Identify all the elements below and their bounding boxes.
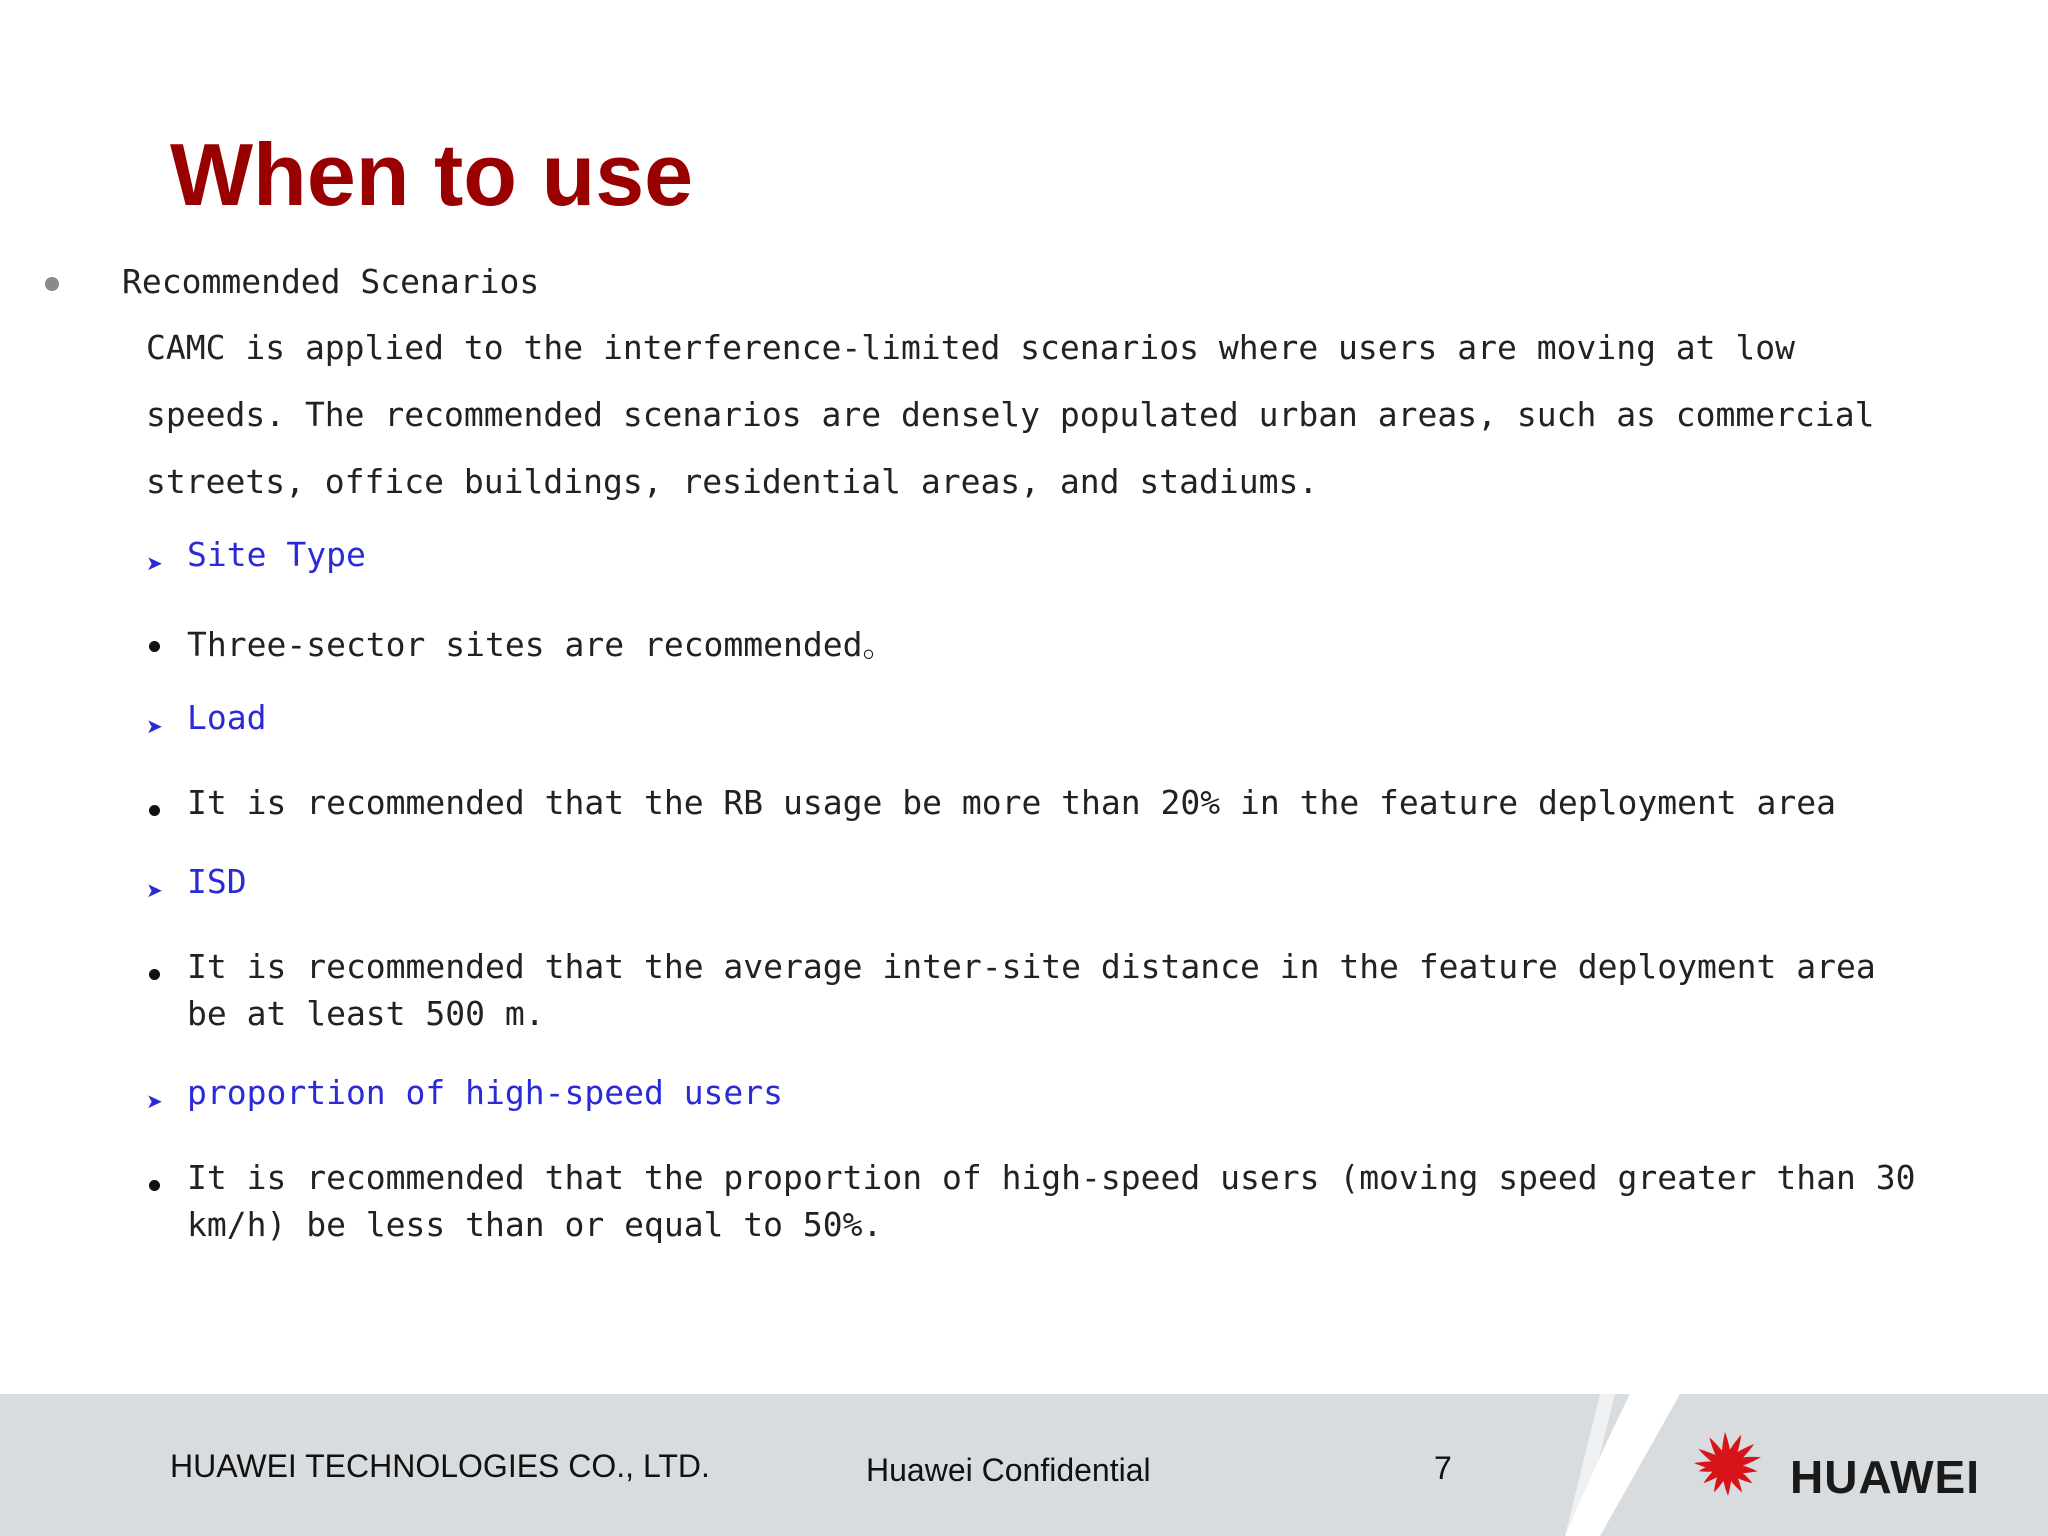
item-detail: It is recommended that the average inter-site distance in the feature deployment area [187,947,1876,986]
arrow-bullet-icon: ➤ [146,1089,163,1113]
item-heading: proportion of high-speed users [187,1073,784,1112]
bullet-dot [149,641,160,652]
item-detail: It is recommended that the RB usage be more than 20% in the feature deployment area [187,783,1837,822]
footer-company: HUAWEI TECHNOLOGIES CO., LTD. [170,1448,710,1484]
huawei-logo-text: HUAWEI [1790,1451,1980,1503]
item-heading: Load [187,698,267,737]
section-heading: Recommended Scenarios [122,262,540,301]
bullet-dot [149,969,160,980]
arrow-bullet-icon: ➤ [146,551,163,575]
huawei-flower-icon [1678,1428,1778,1504]
bullet-dot [45,277,59,291]
intro-line: streets, office buildings, residential areas, and stadiums. [146,462,1319,501]
item-detail: It is recommended that the proportion of high-speed users (moving speed greater than 30 [187,1158,1916,1197]
bullet-dot [149,1180,160,1191]
item-detail: Three-sector sites are recommended。 [187,625,896,664]
intro-line: CAMC is applied to the interference-limited scenarios where users are moving at low [146,328,1796,367]
arrow-bullet-icon: ➤ [146,714,163,738]
footer-confidential: Huawei Confidential [866,1452,1151,1488]
page-number: 7 [1434,1450,1452,1486]
arrow-bullet-icon: ➤ [146,878,163,902]
item-heading: ISD [187,862,247,901]
item-detail: km/h) be less than or equal to 50%. [187,1205,883,1244]
bullet-dot [149,805,160,816]
item-heading: Site Type [187,535,366,574]
slide-title: When to use [170,125,694,224]
intro-line: speeds. The recommended scenarios are densely populated urban areas, such as commercial [146,395,1875,434]
item-detail: be at least 500 m. [187,994,545,1033]
